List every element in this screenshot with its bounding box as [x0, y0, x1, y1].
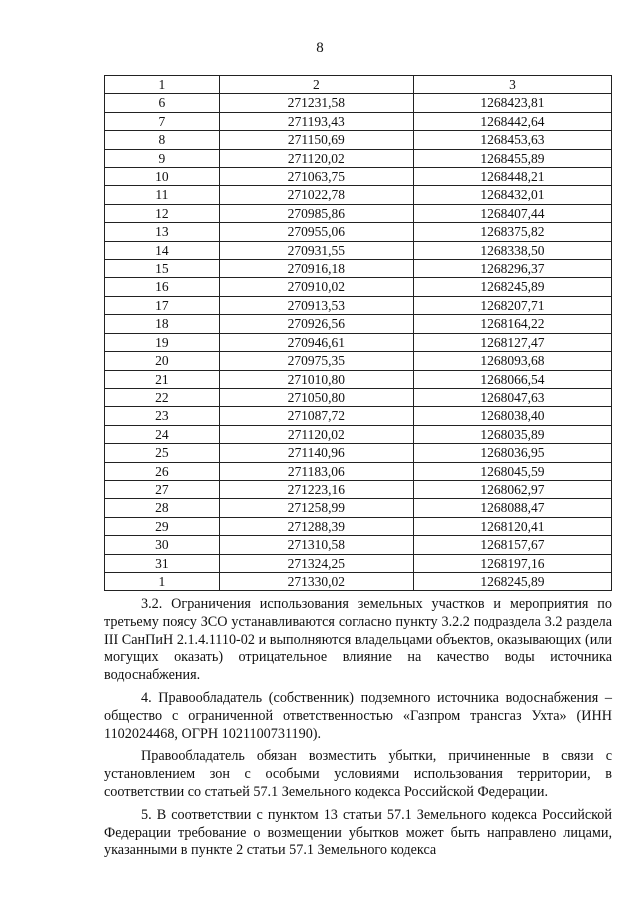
- cell-y: 1268407,44: [413, 204, 611, 222]
- cell-point: 10: [105, 168, 220, 186]
- cell-y: 1268338,50: [413, 241, 611, 259]
- table-row: [105, 315, 612, 333]
- cell-y: 1268423,81: [413, 94, 611, 112]
- cell-y: 1268245,89: [413, 572, 611, 590]
- table-row: [105, 241, 612, 259]
- paragraph-compensation: Правообладатель обязан возместить убытки, причиненные в связи с установлением зон с особыми условиями использования территории, в соответствии со статьей 57.1 Земельного кодекса Российской Федерации.: [104, 748, 612, 800]
- cell-x: 270913,53: [219, 296, 413, 314]
- table-row: [105, 536, 612, 554]
- cell-point: 27: [105, 480, 220, 498]
- cell-y: 1268197,16: [413, 554, 611, 572]
- cell-y: 1268038,40: [413, 407, 611, 425]
- cell-x: 271120,02: [219, 425, 413, 443]
- cell-x: 271223,16: [219, 480, 413, 498]
- cell-y: 1268455,89: [413, 149, 611, 167]
- cell-y: 1268047,63: [413, 388, 611, 406]
- paragraph-3-2: 3.2. Ограничения использования земельных участков и мероприятия по третьему поясу ЗСО устанавливаются согласно пункту 3.2.2 подраздела 3.2 раздела III СанПиН 2.1.4.1110-02 и выполняются владельцами объектов, оказывающих (или могущих оказать) отрицательное влияние на качество воды источника водоснабжения.: [104, 596, 612, 684]
- cell-x: 270910,02: [219, 278, 413, 296]
- cell-point: 7: [105, 112, 220, 130]
- cell-y: 1268036,95: [413, 444, 611, 462]
- table-row: [105, 444, 612, 462]
- table-row: [105, 260, 612, 278]
- table-row: [105, 186, 612, 204]
- cell-y: 1268127,47: [413, 333, 611, 351]
- table-row: [105, 278, 612, 296]
- cell-x: 271010,80: [219, 370, 413, 388]
- cell-point: 18: [105, 315, 220, 333]
- table-row: [105, 352, 612, 370]
- cell-y: 1268207,71: [413, 296, 611, 314]
- cell-point: 30: [105, 536, 220, 554]
- cell-x: 270926,56: [219, 315, 413, 333]
- body-text: [104, 596, 612, 865]
- paragraph-4: 4. Правообладатель (собственник) подземного источника водоснабжения – общество с ограниченной ответственностью «Газпром трансгаз Ухта» (ИНН 1102024468, ОГРН 1021100731190).: [104, 689, 612, 742]
- cell-y: 1268375,82: [413, 223, 611, 241]
- cell-y: 1268045,59: [413, 462, 611, 480]
- table-row: [105, 333, 612, 351]
- cell-y: 1268157,67: [413, 536, 611, 554]
- table-row: [105, 296, 612, 314]
- cell-y: 1268453,63: [413, 131, 611, 149]
- header-cell-x: 2: [219, 76, 413, 94]
- cell-x: 271050,80: [219, 388, 413, 406]
- cell-y: 1268164,22: [413, 315, 611, 333]
- cell-point: 16: [105, 278, 220, 296]
- coordinates-table: [104, 75, 612, 591]
- cell-x: 271087,72: [219, 407, 413, 425]
- cell-point: 14: [105, 241, 220, 259]
- table-row: [105, 149, 612, 167]
- cell-x: 271310,58: [219, 536, 413, 554]
- cell-point: 21: [105, 370, 220, 388]
- cell-x: 270955,06: [219, 223, 413, 241]
- table-row: [105, 112, 612, 130]
- cell-point: 13: [105, 223, 220, 241]
- table-header-row: [105, 76, 612, 94]
- table-row: [105, 223, 612, 241]
- cell-y: 1268066,54: [413, 370, 611, 388]
- header-cell-y: 3: [413, 76, 611, 94]
- table-row: [105, 407, 612, 425]
- table-row: [105, 480, 612, 498]
- cell-point: 8: [105, 131, 220, 149]
- cell-y: 1268296,37: [413, 260, 611, 278]
- cell-point: 23: [105, 407, 220, 425]
- table-row: [105, 425, 612, 443]
- cell-x: 271288,39: [219, 517, 413, 535]
- cell-point: 24: [105, 425, 220, 443]
- cell-x: 271063,75: [219, 168, 413, 186]
- cell-x: 271140,96: [219, 444, 413, 462]
- table-row: [105, 370, 612, 388]
- cell-point: 25: [105, 444, 220, 462]
- cell-x: 271120,02: [219, 149, 413, 167]
- cell-y: 1268120,41: [413, 517, 611, 535]
- cell-x: 271330,02: [219, 572, 413, 590]
- paragraph-5: 5. В соответствии с пунктом 13 статьи 57.1 Земельного кодекса Российской Федерации требование о возмещении убытков может быть направлено лицами, указанными в пункте 2 статьи 57.1 Земельного кодекса: [104, 806, 612, 859]
- cell-x: 270946,61: [219, 333, 413, 351]
- cell-x: 270975,35: [219, 352, 413, 370]
- cell-point: 11: [105, 186, 220, 204]
- cell-point: 22: [105, 388, 220, 406]
- cell-point: 19: [105, 333, 220, 351]
- table-row: [105, 94, 612, 112]
- cell-y: 1268432,01: [413, 186, 611, 204]
- cell-y: 1268088,47: [413, 499, 611, 517]
- cell-y: 1268442,64: [413, 112, 611, 130]
- table-row: [105, 499, 612, 517]
- cell-point: 20: [105, 352, 220, 370]
- cell-point: 9: [105, 149, 220, 167]
- page-number: 8: [316, 40, 324, 56]
- cell-point: 15: [105, 260, 220, 278]
- table-row: [105, 572, 612, 590]
- cell-y: 1268035,89: [413, 425, 611, 443]
- cell-x: 271324,25: [219, 554, 413, 572]
- header-cell-point: 1: [105, 76, 220, 94]
- cell-point: 1: [105, 572, 220, 590]
- cell-x: 270916,18: [219, 260, 413, 278]
- table-row: [105, 462, 612, 480]
- table-row: [105, 554, 612, 572]
- cell-point: 12: [105, 204, 220, 222]
- cell-point: 28: [105, 499, 220, 517]
- table-row: [105, 204, 612, 222]
- cell-y: 1268448,21: [413, 168, 611, 186]
- cell-point: 26: [105, 462, 220, 480]
- cell-x: 271183,06: [219, 462, 413, 480]
- cell-y: 1268062,97: [413, 480, 611, 498]
- cell-point: 6: [105, 94, 220, 112]
- cell-y: 1268245,89: [413, 278, 611, 296]
- cell-y: 1268093,68: [413, 352, 611, 370]
- cell-x: 271258,99: [219, 499, 413, 517]
- cell-x: 270931,55: [219, 241, 413, 259]
- cell-point: 31: [105, 554, 220, 572]
- cell-x: 271150,69: [219, 131, 413, 149]
- cell-x: 271022,78: [219, 186, 413, 204]
- table-row: [105, 517, 612, 535]
- cell-x: 271231,58: [219, 94, 413, 112]
- cell-x: 270985,86: [219, 204, 413, 222]
- table-row: [105, 131, 612, 149]
- table-row: [105, 388, 612, 406]
- cell-x: 271193,43: [219, 112, 413, 130]
- table-row: [105, 168, 612, 186]
- cell-point: 29: [105, 517, 220, 535]
- cell-point: 17: [105, 296, 220, 314]
